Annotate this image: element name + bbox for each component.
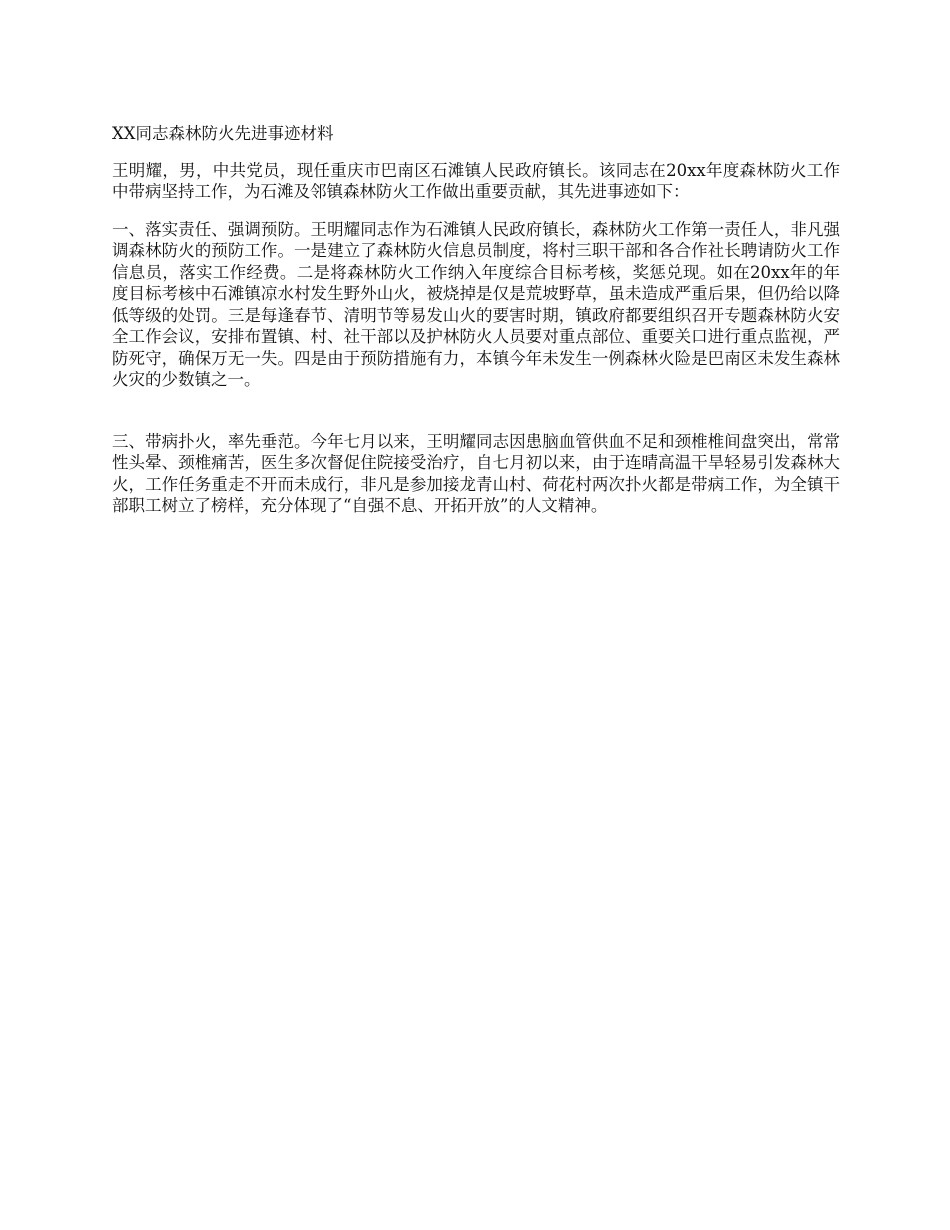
document-page (112, 123, 840, 533)
paragraph-section-three: 三、带病扑火，率先垂范。今年七月以来，王明耀同志因患脑血管供血不足和颈椎椎间盘突出，常常性头晕、颈椎痛苦，医生多次督促住院接受治疗，自七月初以来，由于连晴高温干旱轻易引发森林大火，工作任务重走不开而未成行，非凡是参加接龙青山村、荷花村两次扑火都是带病工作，为全镇干部职工树立了榜样，充分体现了“自强不息、开拓开放”的人文精神。 (112, 431, 840, 515)
document-title: XX同志森林防火先进事迹材料 (112, 124, 334, 143)
paragraph-section-one: 一、落实责任、强调预防。王明耀同志作为石滩镇人民政府镇长，森林防火工作第一责任人，非凡强调森林防火的预防工作。一是建立了森林防火信息员制度，将村三职干部和各合作社长聘请防火工作信息员，落实工作经费。二是将森林防火工作纳入年度综合目标考核，奖惩兑现。如在20xx年的年度目标考核中石滩镇凉水村发生野外山火，被烧掉是仅是荒坡野草，虽未造成严重后果，但仍给以降低等级的处罚。三是每逢春节、清明节等易发山火的要害时期，镇政府都要组织召开专题森林防火安全工作会议，安排布置镇、村、社干部以及护林防火人员要对重点部位、重要关口进行重点监视，严防死守，确保万无一失。四是由于预防措施有力，本镇今年未发生一例森林火险是巴南区未发生森林火灾的少数镇之一。 (112, 219, 840, 389)
paragraph-intro: 王明耀，男，中共党员，现任重庆市巴南区石滩镇人民政府镇长。该同志在20xx年度森林防火工作中带病坚持工作，为石滩及邻镇森林防火工作做出重要贡献，其先进事迹如下： (112, 160, 840, 201)
blank-gap (112, 407, 840, 431)
